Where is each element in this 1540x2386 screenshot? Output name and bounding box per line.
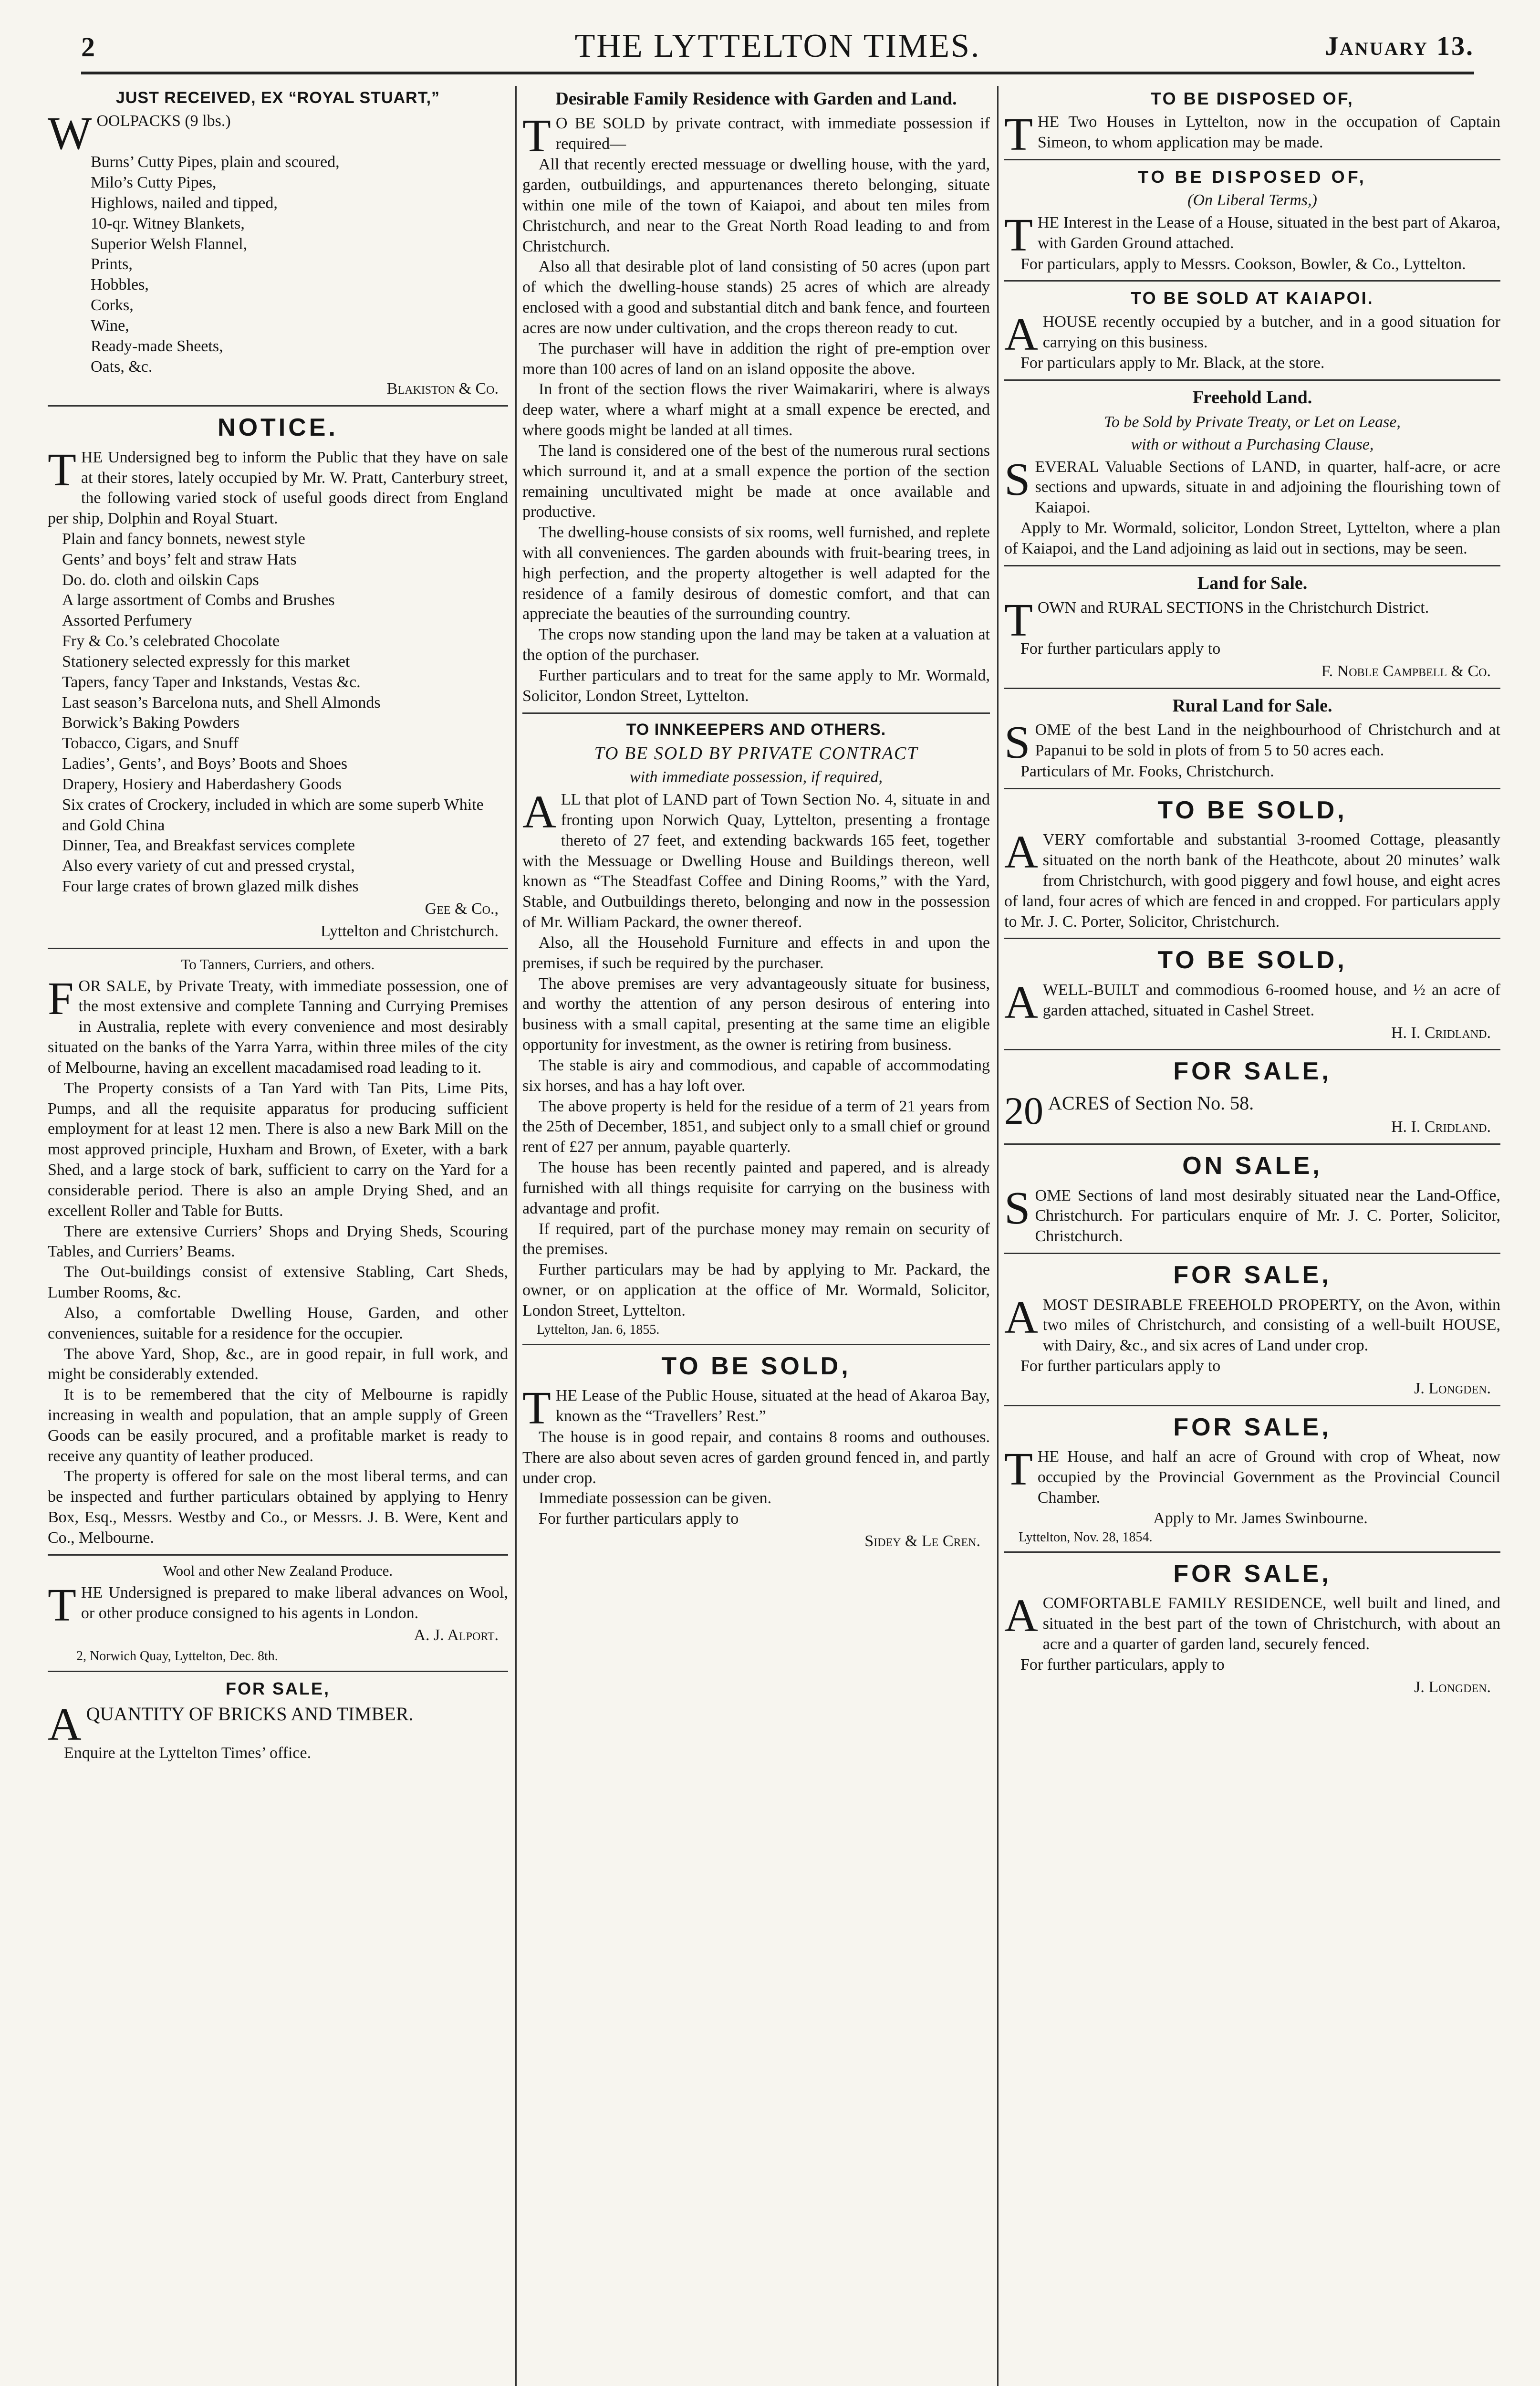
ad-signature: J. Longden. — [1414, 1678, 1491, 1696]
page-number: 2 — [81, 31, 95, 63]
ad-woolpacks — [48, 88, 508, 399]
ad-heading: FOR SALE, — [1173, 1057, 1332, 1086]
ad-signature: H. I. Cridland. — [1391, 1118, 1491, 1136]
ad-cottage — [1004, 795, 1500, 932]
ad-text: WELL-BUILT and commodious 6-roomed house, and ½ an acre of garden attached, situated in Cashel Street. — [1042, 981, 1500, 1019]
ad-paragraph — [1004, 594, 1500, 646]
list-item: Burns’ Cutty Pipes, plain and scoured, — [91, 153, 340, 171]
ad-paragraph: The crops now standing upon the land may be taken at a valuation at the option of the purchaser. — [522, 626, 990, 664]
ad-avon — [1004, 1260, 1500, 1399]
ad-kaiapoi — [1004, 287, 1500, 374]
ad-paragraph: Immediate possession can be given. — [539, 1489, 772, 1507]
divider — [48, 948, 508, 949]
ad-paragraph — [1004, 1444, 1500, 1508]
drop-cap: A — [1004, 1291, 1038, 1343]
drop-cap: A — [1004, 827, 1038, 879]
ad-paragraph: Also, a comfortable Dwelling House, Garden, and other conveniences, suitable for a residence for the occupier. — [48, 1304, 508, 1342]
list-item: Tapers, fancy Taper and Inkstands, Vestas &c. — [62, 673, 361, 691]
ad-text: O BE SOLD by private contract, with immediate possession if required— — [555, 114, 990, 153]
list-item: Highlows, nailed and tipped, — [91, 194, 278, 212]
divider — [1004, 688, 1500, 689]
ad-paragraph — [1004, 976, 1500, 1028]
ad-paragraph: For further particulars apply to — [1020, 1357, 1221, 1375]
divider — [522, 712, 990, 714]
ad-text: EVERAL Valuable Sections of LAND, in quarter, half-acre, or acre sections and upwards, situate in and adjoining the flourishing town of Kaiapoi. — [1035, 458, 1500, 517]
ad-text: HE Lease of the Public House, situated at the head of Akaroa Bay, known as the “Travellers’ Rest.” — [555, 1387, 990, 1425]
ad-paragraph — [1004, 827, 1500, 932]
drop-number: 20 — [1004, 1088, 1043, 1132]
ad-paragraph: For particulars apply to Mr. Black, at the store. — [1020, 354, 1325, 372]
ad-heading: TO INNKEEPERS AND OTHERS. — [626, 720, 886, 739]
ad-heading: FOR SALE, — [1173, 1413, 1332, 1441]
column-divider — [997, 86, 999, 2386]
ad-paragraph — [1004, 209, 1500, 262]
ad-family-residence — [1004, 1559, 1500, 1698]
drop-cap: A — [1004, 976, 1038, 1028]
drop-cap: S — [1004, 1182, 1030, 1234]
ad-paragraph: The dwelling-house consists of six rooms, well furnished, and replete with all conveniences. The garden abounds with fruit-bearing trees, in high perfection, and the property altogether is well adapted for the residence of a family desirous of domestic comfort, and that can appreciate the beauties of the surrounding country. — [522, 523, 990, 623]
ad-lease — [1004, 166, 1500, 274]
ad-innkeepers — [522, 720, 990, 1338]
list-item: A large assortment of Combs and Brushes — [62, 591, 335, 609]
ad-heading: Desirable Family Residence with Garden and Land. — [555, 89, 957, 109]
list-item: Borwick’s Baking Powders — [62, 714, 240, 732]
ad-text: LL that plot of LAND part of Town Section No. 4, situate in and fronting upon Norwich Quay, Lyttelton, presenting a frontage thereto of 27 feet, and extending backwards 165 feet, together with the Messuage or Dwelling House and Buildings thereon, well known as “The Steadfast Coffee and Dining Rooms,” with the Yard, Stable, and Outbuildings thereto, belonging and now in the possession of Mr. William Packard, the owner thereof. — [522, 791, 990, 931]
ad-text: HE Undersigned is prepared to make liberal advances on Wool, or other produce consigned to his agents in London. — [81, 1583, 508, 1622]
ad-heading: TO BE SOLD, — [661, 1352, 851, 1380]
divider — [48, 405, 508, 407]
ad-notice — [48, 412, 508, 942]
ad-text: MOST DESIRABLE FREEHOLD PROPERTY, on the Avon, within two miles of Christchurch, and consisting of a well-built HOUSE, with Dairy, &c., and six acres of Land under crop. — [1042, 1296, 1500, 1355]
list-item: 10-qr. Witney Blankets, — [91, 214, 245, 232]
ad-paragraph: Also, all the Household Furniture and effects in and upon the premises, if such be required by the purchaser. — [522, 933, 990, 972]
ad-rural-land — [1004, 695, 1500, 782]
ad-paragraph: The stable is airy and commodious, and capable of accommodating six horses, and has a hay loft over. — [522, 1056, 990, 1095]
ad-first-line: OOLPACKS (9 lbs.) — [96, 112, 231, 130]
drop-cap: T — [522, 1382, 551, 1434]
ad-paragraph: If required, part of the purchase money may remain on security of the premises. — [522, 1220, 990, 1258]
divider — [1004, 1551, 1500, 1553]
list-item: Tobacco, Cigars, and Snuff — [62, 734, 239, 753]
ad-cashel — [1004, 945, 1500, 1043]
drop-cap: T — [1004, 1444, 1033, 1496]
ad-lead — [48, 107, 508, 159]
drop-cap: S — [1004, 717, 1030, 769]
ad-paragraph: The Out-buildings consist of extensive Stabling, Cart Sheds, Lumber Rooms, &c. — [48, 1263, 508, 1302]
list-item: Four large crates of brown glazed milk dishes — [62, 878, 359, 896]
column-3 — [1004, 86, 1500, 2386]
ad-paragraph — [1004, 308, 1500, 360]
list-item: Hobbles, — [91, 276, 149, 294]
ad-signature: A. J. Alport. — [414, 1626, 499, 1644]
ad-paragraph: The above premises are very advantageously situate for business, and worthy the attention of any person desirous of entering into business with a small capital, presenting at the same time an eligible opportunity for investment, as the owner is retiring from business. — [522, 974, 990, 1054]
ad-text: OR SALE, by Private Treaty, with immediate possession, one of the most extensive and complete Tanning and Currying Premises in Australia, replete with every convenience and most desirably situated on the banks of the Yarra Yarra, within three miles of the city of Melbourne, having an excellent macadamised road leading to it. — [48, 977, 508, 1077]
list-item: Prints, — [91, 255, 133, 273]
ad-heading: TO BE DISPOSED OF, — [1151, 89, 1354, 108]
divider — [1004, 565, 1500, 566]
ad-subheading: (On Liberal Terms,) — [1187, 191, 1317, 209]
issue-date: January 13. — [1325, 31, 1474, 61]
goods-list — [48, 152, 508, 377]
ad-paragraph: All that recently erected messuage or dwelling house, with the yard, garden, outbuildings, and appurtenances thereto belonging, situate within one mile of the town of Kaiapoi, and about ten miles from Christchurch, and near to the Great North Road leading to and from Christchurch. — [522, 156, 990, 255]
divider — [1004, 1405, 1500, 1406]
ad-heading: TO BE SOLD, — [1157, 946, 1347, 974]
ad-intro — [48, 444, 508, 529]
list-item: Assorted Perfumery — [62, 612, 192, 630]
ad-public-house — [522, 1351, 990, 1552]
drop-cap: A — [522, 786, 556, 838]
ad-paragraph: The house is in good repair, and contains 8 rooms and outhouses. There are also about seven acres of garden ground fenced in, and partly under crop. — [522, 1428, 990, 1487]
ad-paragraph: For further particulars apply to — [1020, 639, 1221, 658]
ad-text: OME Sections of land most desirably situated near the Land-Office, Christchurch. For particulars enquire of Mr. J. C. Porter, Solicitor, Christchurch. — [1035, 1186, 1500, 1245]
ad-wool — [48, 1561, 508, 1665]
ad-heading: ON SALE, — [1182, 1152, 1322, 1180]
ad-heading: NOTICE. — [218, 414, 338, 442]
drop-cap: A — [1004, 1590, 1038, 1642]
divider — [1004, 379, 1500, 381]
ad-text: OWN and RURAL SECTIONS in the Christchurch District. — [1037, 598, 1429, 617]
ad-paragraph — [1004, 1182, 1500, 1247]
ad-heading: TO BE SOLD, — [1157, 796, 1347, 824]
ad-paragraph: There are extensive Curriers’ Shops and Drying Sheds, Scouring Tables, and Curriers’ Beams. — [48, 1222, 508, 1261]
ad-land-for-sale — [1004, 572, 1500, 682]
newspaper-title: THE LYTTELTON TIMES. — [574, 28, 981, 64]
ad-paragraph: In front of the section flows the river Waimakariri, where is always deep water, where a wharf might at a small expence be erected, and where goods might be landed at all times. — [522, 380, 990, 440]
ad-paragraph — [522, 786, 990, 933]
ad-text: HE Two Houses in Lyttelton, now in the occupation of Captain Simeon, to whom application may be made. — [1037, 113, 1500, 152]
drop-cap: S — [1004, 453, 1030, 505]
ad-text: ACRES of Section No. 58. — [1048, 1092, 1254, 1114]
drop-cap: W — [48, 107, 92, 159]
ad-subheading: with or without a Purchasing Clause, — [1131, 435, 1374, 453]
ad-signature: J. Longden. — [1414, 1379, 1491, 1397]
ad-paragraph: Also all that desirable plot of land consisting of 50 acres (upon part of which the dwelling-house stands) 25 acres of which are already enclosed with a good and substantial ditch and bank fence, and fourteen acres are now under cultivation, and the crops thereon ready to cut. — [522, 258, 990, 337]
divider — [48, 1671, 508, 1672]
ad-text: HE House, and half an acre of Ground with crop of Wheat, now occupied by the Provincial Government as the Provincial Council Chamber. — [1037, 1448, 1500, 1507]
drop-cap: T — [48, 444, 76, 496]
ad-heading: JUST RECEIVED, EX “ROYAL STUART,” — [115, 89, 440, 107]
list-item: Plain and fancy bonnets, newest style — [62, 530, 305, 548]
drop-cap: F — [48, 973, 74, 1025]
ad-date: Lyttelton, Jan. 6, 1855. — [537, 1322, 660, 1337]
ad-paragraph: Apply to Mr. Wormald, solicitor, London Street, Lyttelton, where a plan of Kaiapoi, and the Land adjoining as laid out in sections, may be seen. — [1004, 519, 1500, 557]
ad-paragraph — [1004, 1590, 1500, 1654]
ad-paragraph: It is to be remembered that the city of Melbourne is rapidly increasing in wealth and population, that an ample supply of Green Goods can be easily procured, and a profitable market is ready to receive any quantity of leather produced. — [48, 1386, 508, 1465]
ad-paragraph: The property is offered for sale on the most liberal terms, and can be inspected and further particulars obtained by applying to Henry Box, Esq., Messrs. Westby and Co., or Messrs. J. B. Were, Kent and Co., Melbourne. — [48, 1467, 508, 1547]
drop-cap: T — [1004, 209, 1033, 262]
divider — [1004, 1253, 1500, 1254]
ad-paragraph: Further particulars may be had by applying to Mr. Packard, the owner, or on application at the office of Mr. Wormald, Solicitor, London Street, Lyttelton. — [522, 1261, 990, 1319]
ad-text: OME of the best Land in the neighbourhood of Christchurch and at Papanui to be sold in plots of from 5 to 50 acres each. — [1035, 721, 1500, 760]
list-item: Six crates of Crockery, included in which are some superb White and Gold China — [62, 795, 484, 834]
ad-paragraph — [1004, 109, 1500, 161]
ad-signature-place: Lyttelton and Christchurch. — [321, 922, 499, 940]
list-item: Milo’s Cutty Pipes, — [91, 174, 217, 192]
ad-twenty-acres — [1004, 1056, 1500, 1138]
ad-text: HOUSE recently occupied by a butcher, and in a good situation for carrying on this business. — [1042, 313, 1500, 351]
column-2 — [522, 86, 990, 2386]
list-item: Last season’s Barcelona nuts, and Shell Almonds — [62, 693, 381, 712]
ad-paragraph: The land is considered one of the best of the numerous rural sections which surround it, and at a small expence the portion of the section remaining uncultivated might be made at once available and productive. — [522, 441, 990, 521]
ad-subheading: with immediate possession, if required, — [629, 768, 883, 786]
list-item: Oats, &c. — [91, 357, 153, 376]
ad-signature: Blakiston & Co. — [386, 380, 499, 398]
ad-heading: Wool and other New Zealand Produce. — [163, 1562, 393, 1579]
divider — [1004, 1049, 1500, 1050]
ad-signature: Sidey & Le Cren. — [864, 1532, 980, 1550]
list-item: Corks, — [91, 296, 134, 314]
list-item: Do. do. cloth and oilskin Caps — [62, 571, 259, 589]
ad-bricks — [48, 1678, 508, 1764]
ad-heading: TO BE SOLD AT KAIAPOI. — [1131, 288, 1374, 308]
ad-date: Lyttelton, Nov. 28, 1854. — [1019, 1529, 1153, 1545]
drop-cap: T — [522, 110, 551, 162]
ad-text: HE Interest in the Lease of a House, situated in the best part of Akaroa, with Garden Ground attached. — [1037, 214, 1500, 252]
ad-tanners — [48, 955, 508, 1549]
goods-list — [48, 529, 508, 897]
drop-cap: T — [1004, 594, 1033, 646]
divider — [1004, 938, 1500, 939]
ad-paragraph — [522, 1382, 990, 1434]
list-item: Fry & Co.’s celebrated Chocolate — [62, 632, 280, 650]
ad-subheading: To be Sold by Private Treaty, or Let on Lease, — [1104, 413, 1401, 431]
ad-paragraph: Particulars of Mr. Fooks, Christchurch. — [1020, 762, 1274, 780]
divider — [1004, 280, 1500, 282]
divider — [1004, 788, 1500, 789]
ad-heading: Rural Land for Sale. — [1172, 695, 1332, 716]
ad-heading: TO BE DISPOSED OF, — [1138, 167, 1367, 187]
list-item: Gents’ and boys’ felt and straw Hats — [62, 550, 297, 568]
ad-two-houses — [1004, 88, 1500, 161]
list-item: Ladies’, Gents’, and Boys’ Boots and Shoes — [62, 755, 348, 773]
ad-text: VERY comfortable and substantial 3-roomed Cottage, pleasantly situated on the north bank of the Heathcote, about 20 minutes’ walk from Christchurch, with good piggery and fowl house, and eight acres of land, four acres of which are fenced in and cropped. For particulars apply to Mr. J. C. Porter, Solicitor, Christchurch. — [1004, 831, 1500, 931]
ad-residence — [522, 88, 990, 707]
ad-paragraph: For particulars, apply to Messrs. Cookson, Bowler, & Co., Lyttelton. — [1020, 255, 1466, 273]
divider — [522, 1344, 990, 1345]
ad-heading: FOR SALE, — [1173, 1559, 1332, 1588]
divider — [48, 1554, 508, 1556]
ad-paragraph — [48, 973, 508, 1078]
ad-paragraph: For further particulars, apply to — [1020, 1655, 1225, 1674]
divider — [1004, 159, 1500, 160]
drop-cap: A — [48, 1698, 82, 1750]
list-item: Also every variety of cut and pressed crystal, — [62, 857, 355, 875]
drop-cap: T — [48, 1579, 76, 1631]
column-divider — [515, 86, 517, 2386]
ad-paragraph — [48, 1698, 508, 1750]
ad-heading: Land for Sale. — [1197, 573, 1308, 593]
ad-paragraph: The purchaser will have in addition the right of pre-emption over more than 100 acres of land on an island opposite the above. — [522, 339, 990, 378]
ad-paragraph: The above property is held for the residue of a term of 21 years from the 25th of December, 1851, and subject only to a small chief or ground rent of £27 per annum, payable quarterly. — [522, 1097, 990, 1156]
ad-heading: Freehold Land. — [1192, 387, 1312, 408]
list-item: Wine, — [91, 316, 129, 335]
ad-provincial — [1004, 1412, 1500, 1546]
drop-cap: A — [1004, 308, 1038, 360]
column-1 — [48, 86, 508, 2386]
list-item: Dinner, Tea, and Breakfast services complete — [62, 837, 355, 855]
ad-paragraph: Apply to Mr. James Swinbourne. — [1153, 1509, 1368, 1527]
ad-paragraph: Further particulars and to treat for the same apply to Mr. Wormald, Solicitor, London Street, Lyttelton. — [522, 666, 990, 705]
list-item: Superior Welsh Flannel, — [91, 235, 248, 253]
ad-paragraph: The Property consists of a Tan Yard with Tan Pits, Lime Pits, Pumps, and all the requisite apparatus for producing sufficient employment for at least 12 men. There is also a new Bark Mill on the most approved principle, Huxham and Brown, of Exeter, with a bark Shed, and a large stock of bark, sufficient to carry on the Yard for a considerable period. There is also an ample Drying Shed, and an excellent Roller and Table for Butts. — [48, 1079, 508, 1220]
ad-signature: F. Noble Campbell & Co. — [1321, 662, 1491, 680]
ad-address: 2, Norwich Quay, Lyttelton, Dec. 8th. — [76, 1649, 278, 1664]
ad-freehold — [1004, 387, 1500, 559]
ad-text: HE Undersigned beg to inform the Public that they have on sale at their stores, lately occupied by Mr. W. Pratt, Canterbury street, the following varied stock of useful goods direct from England per ship, Dolphin and Royal Stuart. — [48, 448, 508, 528]
ad-subheading: TO BE SOLD BY PRIVATE CONTRACT — [594, 743, 918, 764]
ad-paragraph: For further particulars apply to — [539, 1510, 739, 1528]
ad-paragraph — [48, 1579, 508, 1631]
ad-signature: Gee & Co., — [425, 900, 499, 918]
drop-cap: T — [1004, 109, 1033, 161]
ad-paragraph — [522, 110, 990, 162]
list-item: Ready-made Sheets, — [91, 337, 223, 355]
ad-signature: H. I. Cridland. — [1391, 1024, 1491, 1042]
ad-heading: To Tanners, Curriers, and others. — [181, 955, 375, 973]
ad-on-sale — [1004, 1151, 1500, 1247]
ad-paragraph — [1004, 1291, 1500, 1356]
list-item: Stationery selected expressly for this market — [62, 652, 350, 670]
ad-paragraph: The house has been recently painted and papered, and is already furnished with all things requisite for carrying on the business with advantage and profit. — [522, 1159, 990, 1217]
ad-text: QUANTITY OF BRICKS AND TIMBER. — [86, 1703, 414, 1725]
list-item: Drapery, Hosiery and Haberdashery Goods — [62, 775, 342, 793]
ad-text: COMFORTABLE FAMILY RESIDENCE, well built and lined, and situated in the best part of the town of Christchurch, with about an acre and a quarter of garden land, securely fenced. — [1042, 1594, 1500, 1653]
ad-paragraph: The above Yard, Shop, &c., are in good repair, in full work, and might be considerably extended. — [48, 1345, 508, 1383]
ad-paragraph — [1004, 717, 1500, 769]
masthead — [81, 26, 1474, 74]
ad-enquire: Enquire at the Lyttelton Times’ office. — [64, 1744, 312, 1762]
ad-heading: FOR SALE, — [1173, 1261, 1332, 1289]
ad-paragraph — [1004, 453, 1500, 518]
ad-heading: FOR SALE, — [225, 1678, 330, 1698]
divider — [1004, 1143, 1500, 1145]
